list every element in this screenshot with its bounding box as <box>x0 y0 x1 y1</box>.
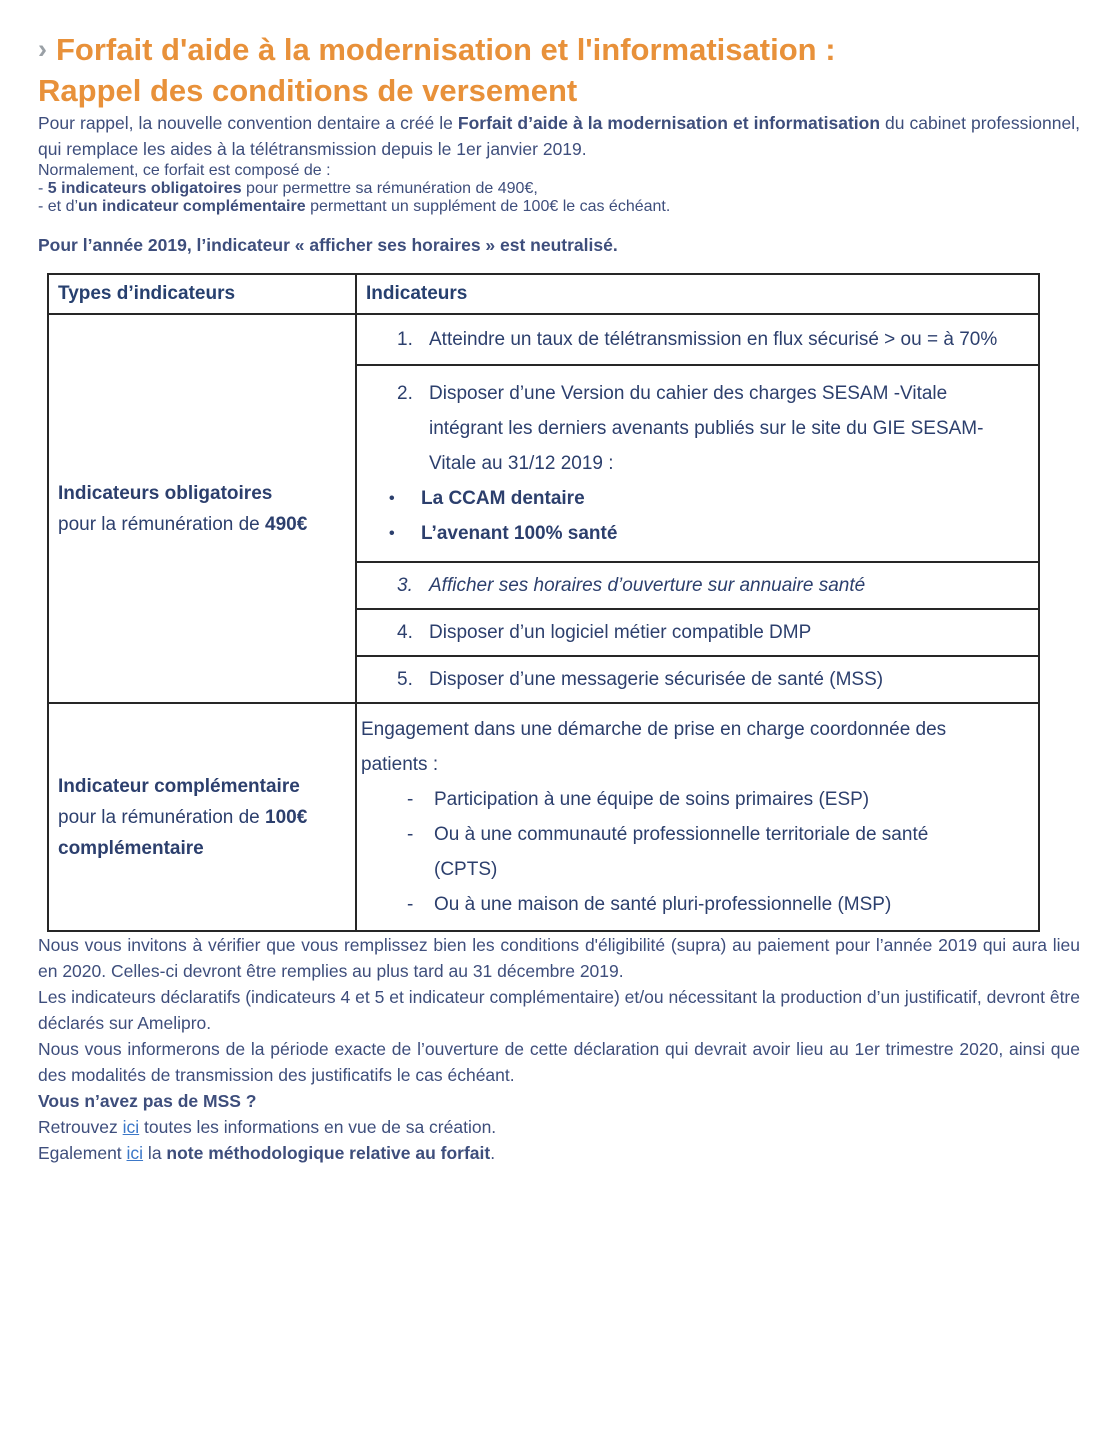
indicator-3-number: 3. <box>397 575 413 596</box>
col-header-types: Types d’indicateurs <box>48 274 356 314</box>
indicator-2-bullet-2 <box>361 516 1034 551</box>
indicator-1-text: Atteindre un taux de télétransmission en flux sécurisé > ou = à 70% <box>429 329 998 350</box>
obligatory-label-normal: pour la rémunération de <box>58 513 266 535</box>
complementary-item-2-text: Ou à une communauté professionnelle territoriale de santé (CPTS) <box>434 824 929 880</box>
methodology-note-link[interactable]: ici <box>126 1143 144 1163</box>
complementary-label-title: Indicateur complémentaire <box>58 775 300 797</box>
indicator-2-number: 2. <box>397 383 413 404</box>
complementary-item-1-text: Participation à une équipe de soins primaires (ESP) <box>434 789 870 810</box>
article <box>0 30 1118 1166</box>
indicator-1-number: 1. <box>397 329 413 350</box>
complementary-label-amount-line <box>58 802 351 833</box>
obligatory-label-title: Indicateurs obligatoires <box>58 482 273 504</box>
indicator-4-text: Disposer d’un logiciel métier compatible DMP <box>429 622 812 643</box>
bullet-2-text: L’avenant 100% santé <box>421 523 618 544</box>
indicator-4 <box>361 615 1034 650</box>
table-row <box>48 703 1039 931</box>
dash-icon: - <box>407 894 414 915</box>
indicator-5-number: 5. <box>397 669 413 690</box>
also-line-period: . <box>490 1143 496 1163</box>
also-line-mid: la <box>143 1143 167 1163</box>
bullet-icon: • <box>389 525 395 542</box>
indicator-4-number: 4. <box>397 622 413 643</box>
complementary-item <box>361 782 1034 817</box>
mss-info-line <box>38 1114 1080 1140</box>
item1-bold: 5 indicateurs obligatoires <box>47 180 242 197</box>
indicator-5 <box>361 662 1034 697</box>
also-line-bold: note méthodologique relative au forfait <box>166 1143 491 1163</box>
obligatory-label-amount: 490€ <box>265 513 308 535</box>
indicator-2-cell <box>356 365 1039 562</box>
obligatory-label-cell <box>48 314 356 703</box>
bullet-icon: • <box>389 490 395 507</box>
bullet-1-text: La CCAM dentaire <box>421 488 585 509</box>
indicator-2-text: Disposer d’une Version du cahier des charges SESAM -Vitale intégrant les derniers avenants publiés sur le site du GIE SESAM-Vitale au 31/12 2019 : <box>429 383 984 474</box>
indicators-table <box>47 273 1040 932</box>
complementary-label-cell <box>48 703 356 931</box>
mss-line-end: toutes les informations en vue de sa création. <box>139 1117 497 1137</box>
col-header-indicateurs: Indicateurs <box>356 274 1039 314</box>
indicator-2-bullet-1 <box>361 481 1034 516</box>
complementary-item <box>361 817 1034 887</box>
item2-bold: un indicateur complémentaire <box>78 198 306 215</box>
obligatory-label-amount-line <box>58 509 351 540</box>
item2-rest: permettant un supplément de 100€ le cas échéant. <box>305 198 671 215</box>
table-header-row <box>48 274 1039 314</box>
indicator-4-cell <box>356 609 1039 656</box>
chevron-icon: › <box>38 34 47 64</box>
complementary-label-amount: 100€ <box>265 806 308 828</box>
dash-icon: - <box>407 789 414 810</box>
indicator-1-cell <box>356 314 1039 365</box>
complementary-label-suffix: complémentaire <box>58 837 204 859</box>
page-title <box>38 30 1080 110</box>
indicator-3-text: Afficher ses horaires d’ouverture sur annuaire santé <box>429 575 866 596</box>
complementary-item-3-text: Ou à une maison de santé pluri-professionnelle (MSP) <box>434 894 892 915</box>
page-title-line1: Forfait d'aide à la modernisation et l'informatisation : <box>56 32 836 67</box>
complementary-label-normal: pour la rémunération de <box>58 806 266 828</box>
indicator-3 <box>361 568 1034 603</box>
dash-icon: - <box>407 824 414 845</box>
methodology-note-line <box>38 1140 1080 1166</box>
intro-text-end: du cabinet professionnel, qui remplace les aides à la télétransmission depuis le 1er janvier 2019. <box>38 113 1080 159</box>
note-2019: Pour l’année 2019, l’indicateur « afficher ses horaires » est neutralisé. <box>38 235 618 255</box>
indicators-table-wrapper <box>47 273 1080 932</box>
declarative-indicators-paragraph: Les indicateurs déclaratifs (indicateurs 4 et 5 et indicateur complémentaire) et/ou nécessitant la production d’un justificatif, devront être déclarés sur Amelipro. <box>38 987 1080 1033</box>
item1-rest: pour permettre sa rémunération de 490€, <box>241 180 538 197</box>
page-title-line2: Rappel des conditions de versement <box>38 73 578 108</box>
mss-creation-link[interactable]: ici <box>122 1117 140 1137</box>
composition-item-1 <box>38 180 1080 198</box>
eligibility-paragraph: Nous vous invitons à vérifier que vous remplissez bien les conditions d'éligibilité (supra) au paiement pour l’année 2019 qui aura lieu en 2020. Celles-ci devront être remplies au plus tard au 31 décembre 2019. <box>38 935 1080 981</box>
indicator-5-cell <box>356 656 1039 703</box>
declaration-period-paragraph: Nous vous informerons de la période exacte de l’ouverture de cette déclaration qui devrait avoir lieu au 1er trimestre 2020, ainsi que des modalités de transmission des justificatifs le cas échéant. <box>38 1039 1080 1085</box>
mss-line-start: Retrouvez <box>38 1117 123 1137</box>
indicator-2 <box>361 376 1034 481</box>
composition-item-2 <box>38 198 1080 216</box>
intro-text: Pour rappel, la nouvelle convention dentaire a créé le <box>38 113 458 133</box>
complementary-item <box>361 887 1034 922</box>
composition-intro-line: Normalement, ce forfait est composé de : <box>38 162 331 179</box>
indicator-5-text: Disposer d’une messagerie sécurisée de santé (MSS) <box>429 669 884 690</box>
mss-question-heading: Vous n’avez pas de MSS ? <box>38 1091 257 1111</box>
intro-paragraph <box>38 110 1080 162</box>
also-line-start: Egalement <box>38 1143 127 1163</box>
indicator-1 <box>361 322 1034 357</box>
indicator-3-cell <box>356 562 1039 609</box>
intro-bold-forfait: Forfait d’aide à la modernisation et informatisation <box>457 113 881 133</box>
dash-prefix: - <box>38 180 48 197</box>
complementary-intro: Engagement dans une démarche de prise en charge coordonnée des patients : <box>361 719 947 775</box>
table-row <box>48 314 1039 365</box>
complementary-indicator-cell <box>356 703 1039 931</box>
dash-prefix-2: - et d’ <box>38 198 79 215</box>
